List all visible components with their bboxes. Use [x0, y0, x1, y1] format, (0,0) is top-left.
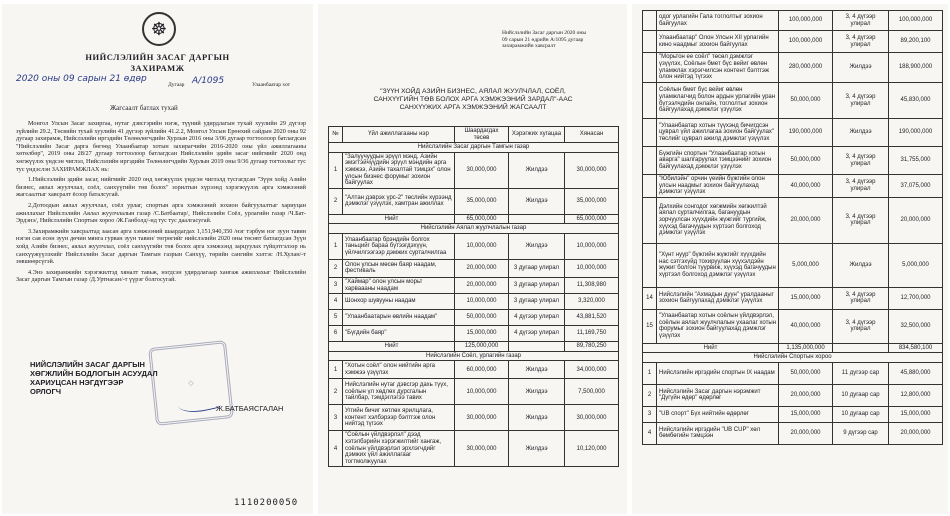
- table-cell: 188,900,000: [889, 53, 943, 83]
- table-cell: 190,000,000: [779, 119, 833, 147]
- table-cell: 3, 4 дүгээр улирал: [833, 11, 889, 31]
- column-header: Шаардагдах төсөв: [455, 127, 509, 143]
- paragraph: 2.Дотоодын аялал жуулчлал, соёл урлаг, спортын арга хэмжээний зохион байгуулалтыг хариуцан ажиллахыг Нийслэлийн Аялал жуулчлалын газар /С.Батбаатар/, Нийслэлийн Соёл, урлагийн газар /Ч.Бат-Эрдэнэ/, Нийслэлийн Спортын хороо /Ж.Ганболд/-нд тус тус даалгасугай.: [16, 201, 306, 225]
- table-row: [643, 406, 943, 422]
- table-cell: 12,700,000: [889, 287, 943, 309]
- table-cell: 6: [329, 326, 343, 342]
- table-cell: Жилдээ: [509, 233, 565, 259]
- table-row: [329, 326, 619, 342]
- table-row: [329, 152, 619, 188]
- table-row: [643, 147, 943, 175]
- table-cell: Нийслэлийн Засаг даргын Тамгын газар: [329, 143, 619, 153]
- total-row: [329, 342, 619, 352]
- table-cell: 1: [643, 362, 657, 384]
- table-cell: 3 дугаар улирал: [509, 294, 565, 310]
- table-cell: Нийслэлийн иргэдийн спортын IX наадам: [657, 362, 779, 384]
- table-cell: 3, 4 дүгээр улирал: [833, 287, 889, 309]
- table-row: [329, 188, 619, 214]
- table-row: [643, 175, 943, 198]
- table-cell: Олон улсын мөсөн баяр наадам, фестиваль: [343, 259, 455, 277]
- table-cell: Улаанбаатар" Олон Улсын XII урлагийн кино наадмыг зохион байгуулах: [657, 31, 779, 53]
- table-cell: 3: [643, 406, 657, 422]
- table-cell: 20,000,000: [779, 422, 833, 444]
- table-cell: Нийт: [329, 214, 455, 224]
- table-row: [329, 310, 619, 326]
- table-cell: Жилдээ: [833, 53, 889, 83]
- table-row: [643, 119, 943, 147]
- table-cell: 35,000,000: [565, 188, 619, 214]
- table-cell: Жилдээ: [833, 243, 889, 287]
- table-cell: 20,000,000: [779, 197, 833, 243]
- table-cell: 12,800,000: [889, 384, 943, 406]
- table-cell: 10,000,000: [455, 294, 509, 310]
- table-cell: 20,000,000: [779, 384, 833, 406]
- paragraph: 4.Энэ захирамжийн хэрэгжилтэд хяналт тавьж, нэгдсэн удирдлагаар хангаж ажиллахыг Нийслэлийн Засаг даргын Тамгын газар /Д.Уртнасан/-т үүрэг болгосугай.: [16, 268, 306, 284]
- table-cell: 1: [329, 361, 343, 379]
- table-cell: 10 дугаар сар: [833, 406, 889, 422]
- table-cell: 15,000,000: [455, 326, 509, 342]
- table-row: [329, 294, 619, 310]
- table-cell: 280,000,000: [779, 53, 833, 83]
- table-cell: Нийслэлийн иргэдийн "UB CUP" хөл бөмбөгийн тэмцээн: [657, 422, 779, 444]
- table-cell: 45,880,000: [889, 362, 943, 384]
- table-cell: Жилдээ: [509, 405, 565, 431]
- section-header-row: [329, 143, 619, 153]
- table-cell: Нийт: [643, 343, 779, 353]
- table-row: [643, 53, 943, 83]
- table-cell: Бүжгийн спортын "Улаанбаатар хотын аварга" шалгаруулах тэмцээнийг зохион байгуулахад дэмжлэг үзүүлэх: [657, 147, 779, 175]
- table-cell: 30,000,000: [455, 152, 509, 188]
- column-header: Хэрэгжих хугацаа: [509, 127, 565, 143]
- paragraph: Монгол Улсын Засаг захиргаа, нутаг дэвсгэрийн нэгж, түүний удирдлагын тухай хуулийн 29 дүгээр зүйлийн 29.2, Төсвийн тухай хуулийн 41 дүгээр зүйлийн 41.2.2, Монгол Улсын Ерөнхий сайдын 2020 оны 92 дугаар захирамж, Нийслэлийн иргэдийн Төлөөлөгчдийн Хурлын 2016 оны 3/06 дугаар тогтоолоор батлагдсан "Нийслэлийн Засаг дарга бөгөөд Улаанбаатар хотын захирагчийн 2016-2020 оны үйл ажиллагааны хөтөлбөр", 2019 оны 28/27 дугаар тогтоолоор батлагдсан Нийслэлийн эдийн засаг нийгмийг 2020 онд хөгжүүлэх үндсэн чиглэл, Нийслэлийн иргэдийн Төлөөлөгчдийн Хурлын 2019 оны 9/36 дугаар тогтоолыг тус тус үндэслэн ЗАХИРАМЖЛАХ нь:: [16, 120, 306, 173]
- table-cell: 5,000,000: [779, 243, 833, 287]
- total-row: [643, 343, 943, 353]
- state-emblem-icon: ☸: [142, 12, 176, 46]
- activities-table: [328, 126, 619, 467]
- decree-date: 2020 оны 09 сарын 21 өдөр: [16, 74, 147, 84]
- table-cell: 65,000,000: [455, 214, 509, 224]
- table-cell: 7,500,000: [565, 379, 619, 405]
- table-cell: 34,000,000: [565, 361, 619, 379]
- table-row: [643, 422, 943, 444]
- document-number: 1110200050: [234, 498, 299, 508]
- table-cell: "Алтан дэврэх үрс-2" төслийн хүрээнд дэмжлэг үзүүлэх, хамтран ажиллах: [343, 188, 455, 214]
- table-cell: Шонхор шувууны наадам: [343, 294, 455, 310]
- table-row: [643, 197, 943, 243]
- table-cell: [643, 31, 657, 53]
- annex-title-line: САНХҮҮГИЙН ТӨВ БОЛОХ АРГА ХЭМЖЭЭНИЙ ЗАРДАЛ"-ААС: [373, 96, 573, 103]
- table-cell: 3, 4 дүгээр улирал: [833, 175, 889, 198]
- table-row: [643, 83, 943, 119]
- table-cell: одог урлагийн Гала тоглолтыг зохион байгуулах: [657, 11, 779, 31]
- table-cell: 190,000,000: [889, 119, 943, 147]
- table-cell: "Бүгдийн баяр": [343, 326, 455, 342]
- table-cell: 10,000,000: [455, 379, 509, 405]
- table-cell: "UB спорт" Бүх нийтийн өдөрлөг: [657, 406, 779, 422]
- table-row: [643, 31, 943, 53]
- doc-type: ЗАХИРАМЖ: [130, 63, 185, 73]
- table-cell: 100,000,000: [889, 11, 943, 31]
- table-cell: 50,000,000: [455, 310, 509, 326]
- table-cell: Нийслэлийн "Ахмадын дуун" уралдааныг зохион байгуулахад дэмжлэг үзүүлэх: [657, 287, 779, 309]
- signature-line: ХӨГЖЛИЙН БОДЛОГЫН АСУУДАЛ: [30, 369, 158, 378]
- table-cell: 2: [643, 384, 657, 406]
- table-cell: [643, 197, 657, 243]
- table-cell: 2: [329, 379, 343, 405]
- table-cell: "Юбилэйн" орчин үеийн бүжгийн олон улсын наадмыг зохион байгуулахад дэмжлэг үзүүлэх: [657, 175, 779, 198]
- table-cell: 100,000,000: [779, 11, 833, 31]
- table-cell: 11,308,980: [565, 277, 619, 293]
- column-header: Хянасан: [565, 127, 619, 143]
- table-cell: 4 дүгээр улирал: [509, 310, 565, 326]
- annex-header-line: 09 сарын 21 өдрийн А/1095 дугаар: [502, 36, 584, 43]
- table-row: [329, 361, 619, 379]
- table-cell: 3, 4 дүгээр улирал: [833, 147, 889, 175]
- activities-table-continued: [642, 10, 943, 445]
- table-row: [329, 259, 619, 277]
- table-cell: "Морьтон ее соёл" төсөл дэмжлэг үзүүлэх, Соёлын бмет бүс вейиг өвлөн уламжлах хэрэгчилсэн контент бэлтгэж олон нийтэд түгээх: [657, 53, 779, 83]
- table-cell: 4: [329, 431, 343, 467]
- column-header: Үйл ажиллагааны нэр: [343, 127, 455, 143]
- table-cell: 1: [329, 152, 343, 188]
- annex-title-line: "ЗҮҮН ХОЙД АЗИЙН БИЗНЕС, АЯЛАЛ ЖУУЛЧЛАЛ, СОЁЛ,: [380, 88, 566, 95]
- annex-title: [348, 88, 598, 112]
- table-cell: "Соёлын үйлдвэрлэл" дээд хэтэлбэрийн хэрэгжилтийг хангаж, соёлын үйлдвэрлэл эрхлэгчдийг дэмжих үйл ажиллагааг тогтмолжуулах: [343, 431, 455, 467]
- table-cell: 37,075,000: [889, 175, 943, 198]
- table-cell: Уггийн бичиг хөтлөх ярилцлага, контент хэлбэрээр бэлтгэж олон нийтэд түгээх: [343, 405, 455, 431]
- table-cell: "Хотын соёл" олон нийтийн арга хэмжээ үзүүлэх: [343, 361, 455, 379]
- table-cell: Нийслэлийн Аялал жуулчлалын газар: [329, 224, 619, 234]
- table-cell: "Хаймар" олон улсын морьт харваааны наадам: [343, 277, 455, 293]
- table-cell: 3: [329, 405, 343, 431]
- table-cell: 30,000,000: [565, 152, 619, 188]
- table-cell: 89,200,100: [889, 31, 943, 53]
- table-cell: [643, 175, 657, 198]
- table-row: [329, 379, 619, 405]
- table-cell: Нийслэлийн нутаг дэвсгэр дахь түүх, соёлын үл хөдлөх дурсгалын тайлбар, тэмдэглэгээ тавих: [343, 379, 455, 405]
- table-cell: 30,000,000: [455, 431, 509, 467]
- annex-page-2: [632, 4, 948, 514]
- annex-title-line: САНХҮҮЖИХ АРГА ХЭМЖЭЭНИЙ ЖАГСААЛТ: [399, 104, 547, 111]
- annex-page-1: [318, 4, 627, 514]
- table-cell: 2: [329, 188, 343, 214]
- table-row: [643, 309, 943, 343]
- table-header-row: [329, 127, 619, 143]
- table-cell: 10,000,000: [565, 259, 619, 277]
- table-cell: [643, 119, 657, 147]
- signature-line: ХАРИУЦСАН НЭГДҮГЭЭР: [30, 378, 124, 387]
- table-cell: Жилдээ: [833, 119, 889, 147]
- number-label: Дугаар: [168, 82, 185, 88]
- paragraph: 1.Нийслэлийн эдийн засаг, нийгмийг 2020 онд хөгжүүлэх үндсэн чиглэлд тусгагдсан "Зүүн хойд Азийн бизнес, аялал жуулчлал, соёл, санхүүгийн төв болох" зорилтын хүрээнд хэрэгжүүлэх арга хэмжээний жагсаалтыг хавсралт ёсоор баталсугай.: [16, 176, 306, 199]
- table-cell: 100,000,000: [779, 31, 833, 53]
- signature-line: НИЙСЛЭЛИЙН ЗАСАГ ДАРГЫН: [30, 360, 145, 369]
- column-header: №: [329, 127, 343, 143]
- table-cell: 30,000,000: [565, 405, 619, 431]
- table-cell: 125,000,000: [455, 342, 509, 352]
- table-cell: 65,000,000: [565, 214, 619, 224]
- signer-name: Ж.БАТБАЯСГАЛАН: [216, 404, 284, 413]
- table-cell: 10,120,000: [565, 431, 619, 467]
- table-cell: 3, 4 дүгээр улирал: [833, 31, 889, 53]
- section-header-row: [643, 353, 943, 363]
- decree-page: [2, 4, 313, 514]
- table-cell: Соёлын бмет бүс вейиг өвлөн уламжлагчид болон ардын урлагийн уран бүтээлчдийн онлайн, тоглолтыг зохион байгуулахад дэмжлэг үзүүлэх: [657, 83, 779, 119]
- section-header-row: [329, 224, 619, 234]
- table-cell: Жилдээ: [509, 431, 565, 467]
- table-cell: [833, 343, 889, 353]
- table-cell: 5: [329, 310, 343, 326]
- table-cell: Улаанбаатар брэндийн болгох таньцийг бараа бүтээгдэхүүн, үйлчилгээгээр дэмжих сурталчилгаа: [343, 233, 455, 259]
- table-cell: 14: [643, 287, 657, 309]
- table-cell: 20,000,000: [889, 197, 943, 243]
- table-cell: 3: [329, 277, 343, 293]
- table-cell: 32,500,000: [889, 309, 943, 343]
- table-cell: 50,000,000: [779, 83, 833, 119]
- table-cell: "Улаанбаатарын өвлийн наадам": [343, 310, 455, 326]
- table-cell: 10,000,000: [565, 233, 619, 259]
- city-label: Улаанбаатар хот: [252, 82, 291, 88]
- table-cell: [643, 243, 657, 287]
- table-cell: Нийслэлийн Спортын хороо: [643, 353, 943, 363]
- table-cell: Нийслэлийн Соёл, урлагийн газар: [329, 351, 619, 361]
- table-row: [643, 287, 943, 309]
- table-cell: 15,000,000: [889, 406, 943, 422]
- table-cell: "Улаанбаатар хотын түүхэнд бичигдсэн цуврал үйл ажиллагаа зохион байгуулах" төслийг цуврал ажилд дэмжлэг үзүүлэх: [657, 119, 779, 147]
- annex-header-line: Нийслэлийн Засаг даргын 2020 оны: [502, 30, 587, 36]
- decree-subject: Жагсаалт батлах тухай: [110, 104, 178, 112]
- table-cell: [643, 83, 657, 119]
- table-row: [643, 243, 943, 287]
- table-cell: Жилдээ: [509, 152, 565, 188]
- table-cell: 3, 4 дүгээр улирал: [833, 309, 889, 343]
- decree-number: А/1095: [192, 76, 225, 86]
- table-cell: 31,755,000: [889, 147, 943, 175]
- table-cell: 834,580,100: [889, 343, 943, 353]
- table-cell: 9 дүгээр сар: [833, 422, 889, 444]
- table-cell: 3, 4 дүгээр улирал: [833, 197, 889, 243]
- org-title: НИЙСЛЭЛИЙН ЗАСАГ ДАРГЫН: [85, 52, 230, 62]
- table-cell: 4: [643, 422, 657, 444]
- table-cell: Жилдээ: [509, 379, 565, 405]
- table-row: [329, 405, 619, 431]
- table-cell: 50,000,000: [779, 147, 833, 175]
- table-cell: 4: [329, 294, 343, 310]
- table-cell: [509, 214, 565, 224]
- table-cell: Нийслэлийн Засаг даргын нэрэмжит "Дүгүйн өдөр" өдөрлөг: [657, 384, 779, 406]
- section-header-row: [329, 351, 619, 361]
- table-cell: 45,830,000: [889, 83, 943, 119]
- table-cell: 11 дүгээр сар: [833, 362, 889, 384]
- table-cell: 15,000,000: [779, 406, 833, 422]
- table-cell: 5,000,000: [889, 243, 943, 287]
- table-cell: 1,135,000,000: [779, 343, 833, 353]
- table-cell: 43,881,520: [565, 310, 619, 326]
- table-cell: 60,000,000: [455, 361, 509, 379]
- table-cell: [509, 342, 565, 352]
- table-cell: 20,000,000: [889, 422, 943, 444]
- table-cell: 10,000,000: [455, 233, 509, 259]
- annex-header: [502, 30, 622, 50]
- signature-title: [30, 360, 158, 396]
- paragraph: 3.Захирамжийн хавсралтад заасан арга хэмжээний шаардагдах 1,151,940,350 /нэг тэрбум нэг зуун тавин нэгэн сая есөн зуун дөчин мянга гурван зуун тавин/ төгрөгийг нийслэлийн 2020 оны төсөвт батлагдсан Зүүн хойд Азийн бизнес, аялал жуулчлал, соёл санхүүгийн төв болох арга хэмжээнд зарцуулах гүйцэтгэлээр нь санхүүжүүлэхийг Нийслэлийн Засаг даргын Тамгын газрын Санхүү, төрийн сангийн хэлтэс /Н.Хулан/-т зөвшөөрсүгэй.: [16, 227, 306, 266]
- table-cell: 3 дугаар улирал: [509, 277, 565, 293]
- table-cell: 3 дугаар улирал: [509, 259, 565, 277]
- table-cell: 20,000,000: [455, 259, 509, 277]
- table-cell: 40,000,000: [779, 309, 833, 343]
- table-cell: 20,000,000: [455, 277, 509, 293]
- table-cell: 15,000,000: [779, 287, 833, 309]
- table-cell: 1: [329, 233, 343, 259]
- table-cell: [643, 11, 657, 31]
- table-cell: 40,000,000: [779, 175, 833, 198]
- annex-header-line: захирамжийн хавсралт: [502, 43, 556, 49]
- table-cell: Жилдээ: [509, 361, 565, 379]
- table-cell: 35,000,000: [455, 188, 509, 214]
- table-row: [329, 233, 619, 259]
- table-cell: Нийт: [329, 342, 455, 352]
- table-cell: [643, 147, 657, 175]
- table-cell: [643, 53, 657, 83]
- table-row: [643, 11, 943, 31]
- table-cell: Жилдээ: [509, 188, 565, 214]
- table-cell: 11,169,750: [565, 326, 619, 342]
- decree-body: [16, 120, 306, 287]
- table-cell: 10 дугаар сар: [833, 384, 889, 406]
- table-cell: 50,000,000: [779, 362, 833, 384]
- signature-line: ОРЛОГЧ: [30, 387, 61, 396]
- table-row: [329, 431, 619, 467]
- table-cell: "Улаанбаатар хотын соёлын үйлдвэрлэл, соёлын аялал жуулчлалын ухаалаг хотын форумыг зохион байгуулахад дэмжлэг үзүүлэх: [657, 309, 779, 343]
- table-cell: 15: [643, 309, 657, 343]
- total-row: [329, 214, 619, 224]
- official-stamp: ◇: [148, 340, 234, 426]
- table-row: [643, 384, 943, 406]
- table-cell: 3, 4 дүгээр улирал: [833, 83, 889, 119]
- table-cell: 3,320,000: [565, 294, 619, 310]
- table-cell: "Залуучуудын эрүүл мэнд, Азийн эмэгтэйчүүдийн эрүүл мэндийн арга хэмжээ, Азийн тахалтай тэмцэх" олон улсын бизнес форумыг зохион байгуулах: [343, 152, 455, 188]
- table-row: [329, 277, 619, 293]
- table-cell: "Хүнт нуур" бүжгийн жүжгийг хүүхдийн нас сэтгэхүйд тохируулан хүүхэлдэйн жүжиг болгон туурвиж, хүүхэд багачуудын хүртээл болгоход дэмжлэг үзүүлэх: [657, 243, 779, 287]
- table-cell: Дэлхийн сонгодог хөгжмийн хөгжилтэй аялал сурталчилгаа, багануудын зорчуулсан хүүхдийн жүжгийг тургийж, хүүхэд багачуудын хүртээл болгоход дэмжлэг үзүүлэх: [657, 197, 779, 243]
- table-cell: 30,000,000: [455, 405, 509, 431]
- table-cell: 89,780,250: [565, 342, 619, 352]
- table-row: [643, 362, 943, 384]
- table-cell: 4 дүгээр улирал: [509, 326, 565, 342]
- table-cell: 2: [329, 259, 343, 277]
